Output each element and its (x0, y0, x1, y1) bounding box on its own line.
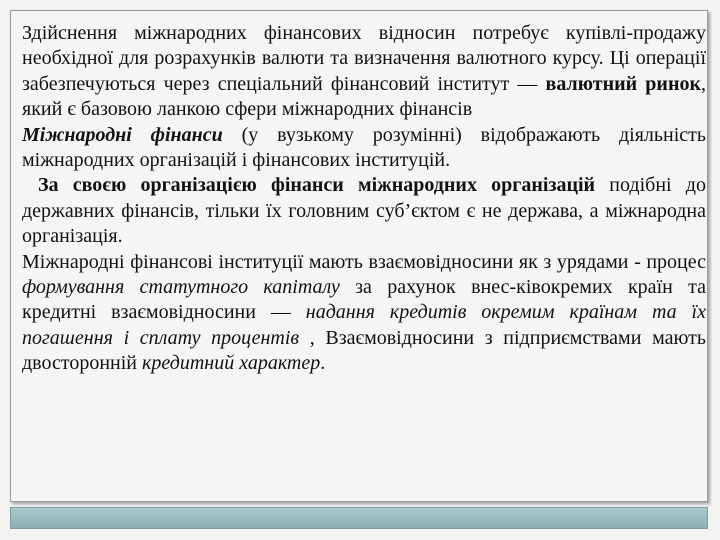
paragraph-4-text-2: за рахунок внес-ківокремих країн та кредитні взаємовідносини — (22, 276, 706, 324)
paragraph-financial-institutions (22, 250, 706, 377)
paragraph-3-text: подібні до державних фінансів, тільки їх головним суб’єктом є не держава, а міжнародна організація. (22, 174, 706, 248)
bottom-decor-bar (10, 507, 708, 529)
term-international-finance: Міжнародні фінанси (22, 123, 223, 146)
slide-content-frame (10, 10, 708, 502)
term-credit-character: кредитний характер (142, 352, 321, 375)
paragraph-4-text-3: , Взаємовідносини з підприємствами мають двосторонній (22, 326, 707, 375)
paragraph-1-text: Здійснення міжнародних фінансових відносин потребує купівлі-продажу необхідної для розрахунків валюти та визначення валютного курсу. Ці операції забезпечуються через спеціальний фінансовий інститут — (22, 22, 706, 95)
paragraph-currency-market (22, 21, 706, 123)
paragraph-organization-finance (22, 173, 706, 249)
paragraph-international-finance (22, 123, 706, 174)
term-statutory-capital: формування статутного капіталу (22, 276, 340, 299)
term-currency-market: валютний ринок (545, 72, 701, 95)
slide-body-text (22, 21, 706, 377)
term-credit-provision: надання кредитів окремим країнам та їх погашення і сплату процентів (22, 301, 706, 349)
paragraph-4-end: . (320, 352, 326, 375)
paragraph-2-text: (у вузькому розумінні) відображають діяльність міжнародних організацій і фінансових інституцій. (22, 123, 706, 172)
paragraph-4-text-1: Міжнародні фінансові інституції мають взаємовідносини як з урядами - процес (22, 250, 706, 273)
paragraph-1-tail: , який є базовою ланкою сфери міжнародних фінансів (22, 72, 706, 121)
term-organization-finance: За своєю організацією фінанси міжнародних організацій (38, 174, 596, 197)
